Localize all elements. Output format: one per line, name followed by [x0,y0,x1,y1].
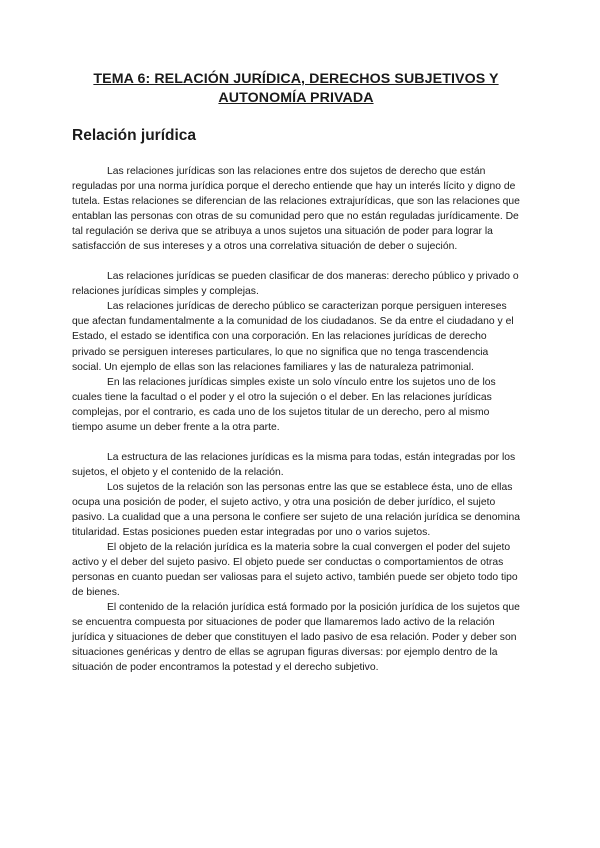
paragraph: Las relaciones jurídicas son las relaciones entre dos sujetos de derecho que están reguladas por una norma jurídica porque el derecho entiende que hay un interés lícito y digno de tutela. Estas relaciones se diferencian de las relaciones extrajurídicas, que son las relaciones que entablan las personas con otras de su comunidad pero que no están reguladas jurídicamente. De tal regulación se deriva que se atribuya a unos sujetos una situación de poder para lograr la satisfacción de sus intereses y a otros una correlativa situación de deber o sujeción. [72,166,520,253]
title-line-1: TEMA 6: RELACIÓN JURÍDICA, DERECHOS SUBJETIVOS Y [93,71,499,87]
document-title [72,70,520,108]
paragraph: El objeto de la relación jurídica es la materia sobre la cual convergen el poder del sujeto activo y el deber del sujeto pasivo. El objeto puede ser conductas o comportamientos de otras personas en cuanto puedan ser valiosas para el sujeto activo, también puede ser objeto todo tipo de bienes. [72,542,518,599]
paragraph: Las relaciones jurídicas de derecho público se caracterizan porque persiguen intereses que afectan fundamentalmente a la comunidad de los ciudadanos. Se da entre el ciudadano y el Estado, el estado se identifica con una corporación. En las relaciones jurídicas de derecho privado se persiguen intereses particulares, lo que no significa que no tenga trascendencia social. Un ejemplo de ellas son las relaciones familiares y las de naturaleza patrimonial. [72,301,514,373]
paragraph: Las relaciones jurídicas se pueden clasificar de dos maneras: derecho público y privado o relaciones jurídicas simples y complejas. [72,271,519,298]
section-heading: Relación jurídica [72,127,197,144]
paragraph: En las relaciones jurídicas simples existe un solo vínculo entre los sujetos uno de los cuales tiene la facultad o el poder y el otro la sujeción o el deber. En las relaciones jurídicas complejas, por el contrario, es cada uno de los sujetos titular de un derecho, pero al mismo tiempo asume un deber frente a la otra parte. [72,376,496,433]
title-line-2: AUTONOMÍA PRIVADA [218,90,374,106]
paragraph: El contenido de la relación jurídica está formado por la posición jurídica de los sujetos que se encuentra compuesta por situaciones de poder que llamaremos lado activo de la relación jurídica y situaciones de deber que constituyen el lado pasivo de esa relación. Poder y deber son situaciones genéricas y dentro de ellas se agrupan figuras diversas: por ejemplo dentro de la situación de poder encontramos la potestad y el derecho subjetivo. [72,602,520,674]
paragraph: Los sujetos de la relación son las personas entre las que se establece ésta, uno de ellas ocupa una posición de poder, el sujeto activo, y otra una posición de deber jurídico, el sujeto pasivo. La cualidad que a una persona le confiere ser sujeto de una relación jurídica se denomina titularidad. Estas posiciones pueden estar integradas por uno o varios sujetos. [72,481,520,539]
paragraph: La estructura de las relaciones jurídicas es la misma para todas, están integradas por los sujetos, el objeto y el contenido de la relación. [72,451,516,478]
